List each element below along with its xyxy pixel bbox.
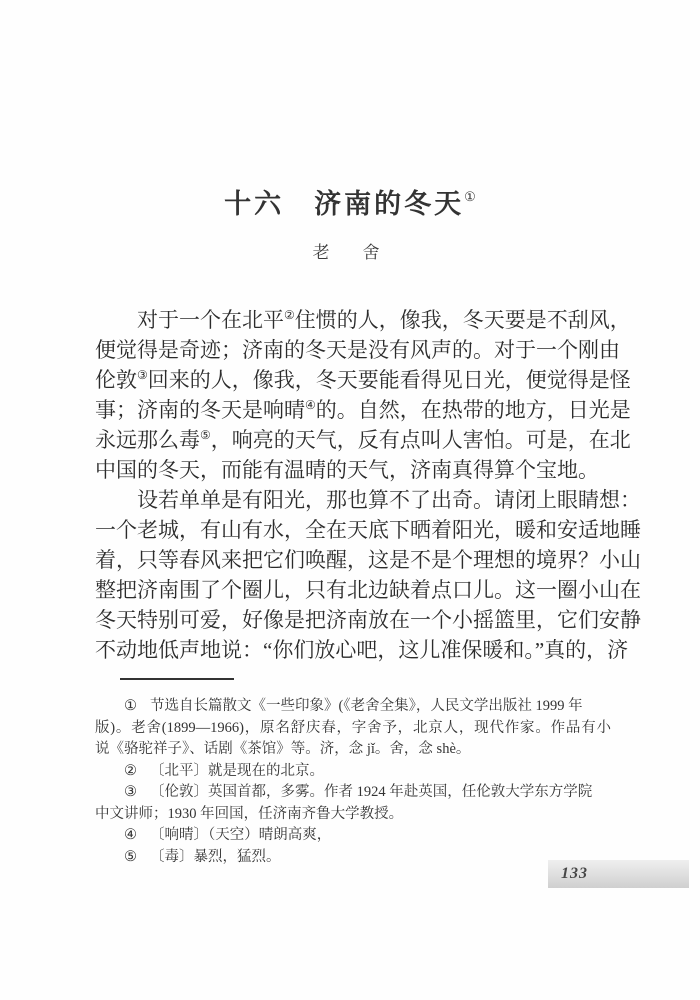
footnote-4 <box>95 825 611 847</box>
body-line: 着，只等春风来把它们唤醒，这是不是个理想的境界？小山 <box>95 548 641 572</box>
footnote-1 <box>95 696 611 761</box>
footnote-line <box>95 782 611 804</box>
footnote-text: 〔毒〕暴烈，猛烈。 <box>150 848 281 865</box>
body-line: 设若单单是有阳光，那也算不了出奇。请闭上眼睛想： <box>137 488 641 512</box>
footnote-ref: ② <box>284 308 295 322</box>
footnote-line: 说《骆驼祥子》、话剧《茶馆》等。济，念 jǐ。舍，念 shè。 <box>95 741 471 757</box>
body-line: 伦敦③回来的人，像我，冬天要能看得见日光，便觉得是怪 <box>95 368 631 392</box>
footnote-line <box>95 847 611 869</box>
footnote-line <box>95 825 611 847</box>
footnote-text: 节选自长篇散文《一些印象》(《老舍全集》，人民文学出版社 1999 年 <box>150 698 583 714</box>
footnote-separator <box>120 678 234 680</box>
page-number-bar <box>548 860 689 888</box>
footnote-marker: ③ <box>124 784 137 800</box>
body-line: 不动地低声地说：“你们放心吧，这儿准保暖和。”真的，济 <box>95 638 629 662</box>
footnote-2 <box>95 761 611 783</box>
footnote-text: 〔响晴〕（天空）晴朗高爽， <box>150 827 332 843</box>
footnote-marker: ① <box>124 698 137 714</box>
body-line: 便觉得是奇迹；济南的冬天是没有风声的。对于一个刚由 <box>95 338 620 362</box>
body-line: 冬天特别可爱，好像是把济南放在一个小摇篮里，它们安静 <box>95 608 641 632</box>
footnote-text: 〔北平〕就是现在的北京。 <box>150 762 325 779</box>
footnote-ref: ⑤ <box>200 428 211 442</box>
body-line: 整把济南围了个圈儿，只有北边缺着点口儿。这一圈小山在 <box>95 578 641 602</box>
footnote-text: 〔伦敦〕英国首都，多雾。作者 1924 年赴英国，任伦敦大学东方学院 <box>150 784 593 800</box>
body-line: 事；济南的冬天是响晴④的。自然，在热带的地方，日光是 <box>95 398 631 422</box>
footnote-marker: ⑤ <box>124 848 137 865</box>
footnote-line <box>95 761 611 783</box>
body-line: 对于一个在北平②住惯的人，像我，冬天要是不刮风， <box>137 308 631 332</box>
paragraph-1 <box>95 305 631 485</box>
footnote-3 <box>95 782 611 825</box>
footnote-marker: ② <box>124 762 137 779</box>
footnote-marker: ④ <box>124 827 137 843</box>
footnote-line: 版)。老舍(1899—1966)，原名舒庆春，字舍予，北京人，现代作家。作品有小 <box>95 719 611 736</box>
body-text <box>95 305 641 665</box>
title-note-ref: ① <box>464 189 476 204</box>
footnotes-section <box>95 696 611 868</box>
paragraph-2 <box>95 485 641 665</box>
page-number: 133 <box>561 865 588 882</box>
body-line: 一个老城，有山有水，全在天底下晒着阳光，暖和安适地睡 <box>95 518 641 542</box>
footnote-5 <box>95 847 611 869</box>
page-title <box>0 182 700 221</box>
footnote-line <box>95 696 611 718</box>
body-line: 永远那么毒⑤，响亮的天气，反有点叫人害怕。可是，在北 <box>95 428 631 452</box>
lesson-title-text: 十六 济南的冬天 <box>224 189 465 219</box>
footnote-line: 中文讲师；1930 年回国，任济南齐鲁大学教授。 <box>95 805 404 822</box>
footnote-ref: ③ <box>137 368 148 382</box>
body-line: 中国的冬天，而能有温晴的天气，济南真得算个宝地。 <box>95 458 599 482</box>
author-name: 老 舍 <box>312 243 388 262</box>
footnote-ref: ④ <box>305 398 316 412</box>
